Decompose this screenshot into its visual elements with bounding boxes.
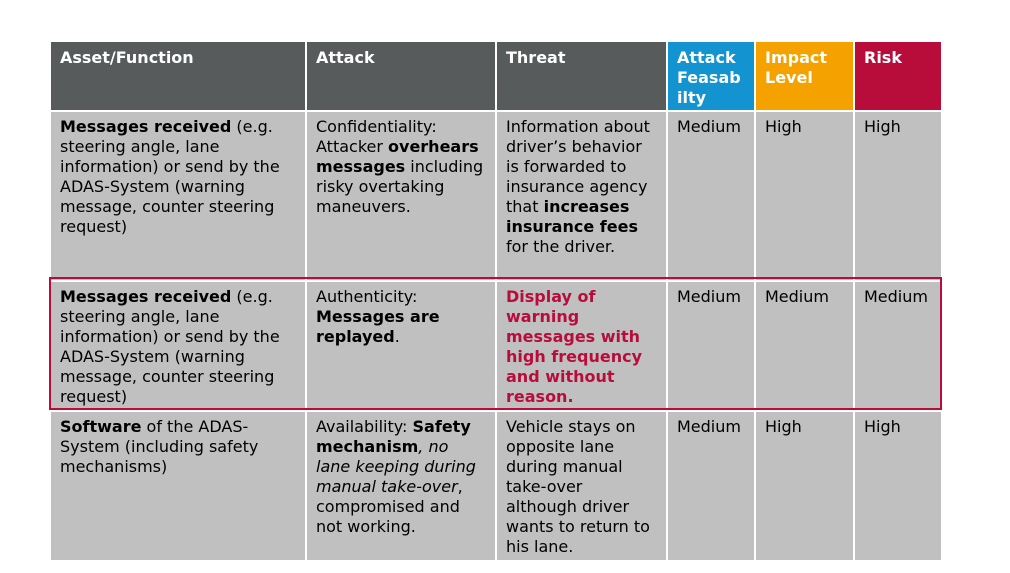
- attack-text: Authenticity:: [316, 287, 418, 306]
- risk-assessment-table: [49, 40, 943, 562]
- attack-cell: [306, 111, 496, 281]
- threat-emphasis: increases insurance fees: [506, 197, 638, 236]
- asset-cell: [50, 111, 306, 281]
- threat-cell: [496, 281, 667, 411]
- attack-emphasis: Safety mechanism: [316, 417, 471, 456]
- feasibility-cell: Medium: [667, 411, 755, 561]
- attack-emphasis: Messages are replayed: [316, 307, 440, 346]
- asset-cell: [50, 411, 306, 561]
- threat-cell: [496, 111, 667, 281]
- feasibility-cell: Medium: [667, 111, 755, 281]
- table-row: [50, 411, 942, 561]
- attack-text: .: [394, 327, 400, 346]
- asset-description: of the ADAS-System (including safety mechanisms): [60, 417, 259, 476]
- header-attack-feasibility: Attack Feasab ilty: [667, 41, 755, 111]
- table-header-row: [50, 41, 942, 111]
- asset-cell: [50, 281, 306, 411]
- header-attack: Attack: [306, 41, 496, 111]
- header-threat: Threat: [496, 41, 667, 111]
- risk-cell: Medium: [854, 281, 942, 411]
- threat-emphasis: Display of warning messages with high frequency and without reason.: [506, 287, 642, 406]
- impact-cell: High: [755, 111, 854, 281]
- risk-cell: High: [854, 111, 942, 281]
- risk-cell: High: [854, 411, 942, 561]
- attack-cell: [306, 411, 496, 561]
- attack-emphasis: overhears messages: [316, 137, 479, 176]
- asset-description: (e.g. steering angle, lane information) or send by the ADAS-System (warning message, counter steering request): [60, 117, 280, 236]
- feasibility-cell: Medium: [667, 281, 755, 411]
- table-row-highlighted: [50, 281, 942, 411]
- impact-cell: Medium: [755, 281, 854, 411]
- threat-text: for the driver.: [506, 237, 616, 256]
- attack-italic-text: , no lane keeping during manual take-over: [316, 437, 476, 496]
- threat-text: Information about driver’s behavior is forwarded to insurance agency that: [506, 117, 650, 216]
- attack-text: Availability:: [316, 417, 413, 436]
- asset-description: (e.g. steering angle, lane information) or send by the ADAS-System (warning message, counter steering request): [60, 287, 280, 406]
- impact-cell: High: [755, 411, 854, 561]
- attack-text: including risky overtaking maneuvers.: [316, 157, 484, 216]
- threat-cell: Vehicle stays on opposite lane during manual take-over although driver wants to return to his lane.: [496, 411, 667, 561]
- header-impact-level: Impact Level: [755, 41, 854, 111]
- attack-text: , compromised and not working.: [316, 477, 463, 536]
- attack-text: Confidentiality: Attacker: [316, 117, 437, 156]
- attack-cell: [306, 281, 496, 411]
- asset-name: Messages received: [60, 117, 232, 136]
- asset-name: Messages received: [60, 287, 232, 306]
- header-asset-function: Asset/Function: [50, 41, 306, 111]
- table-row: [50, 111, 942, 281]
- header-risk: Risk: [854, 41, 942, 111]
- asset-name: Software: [60, 417, 142, 436]
